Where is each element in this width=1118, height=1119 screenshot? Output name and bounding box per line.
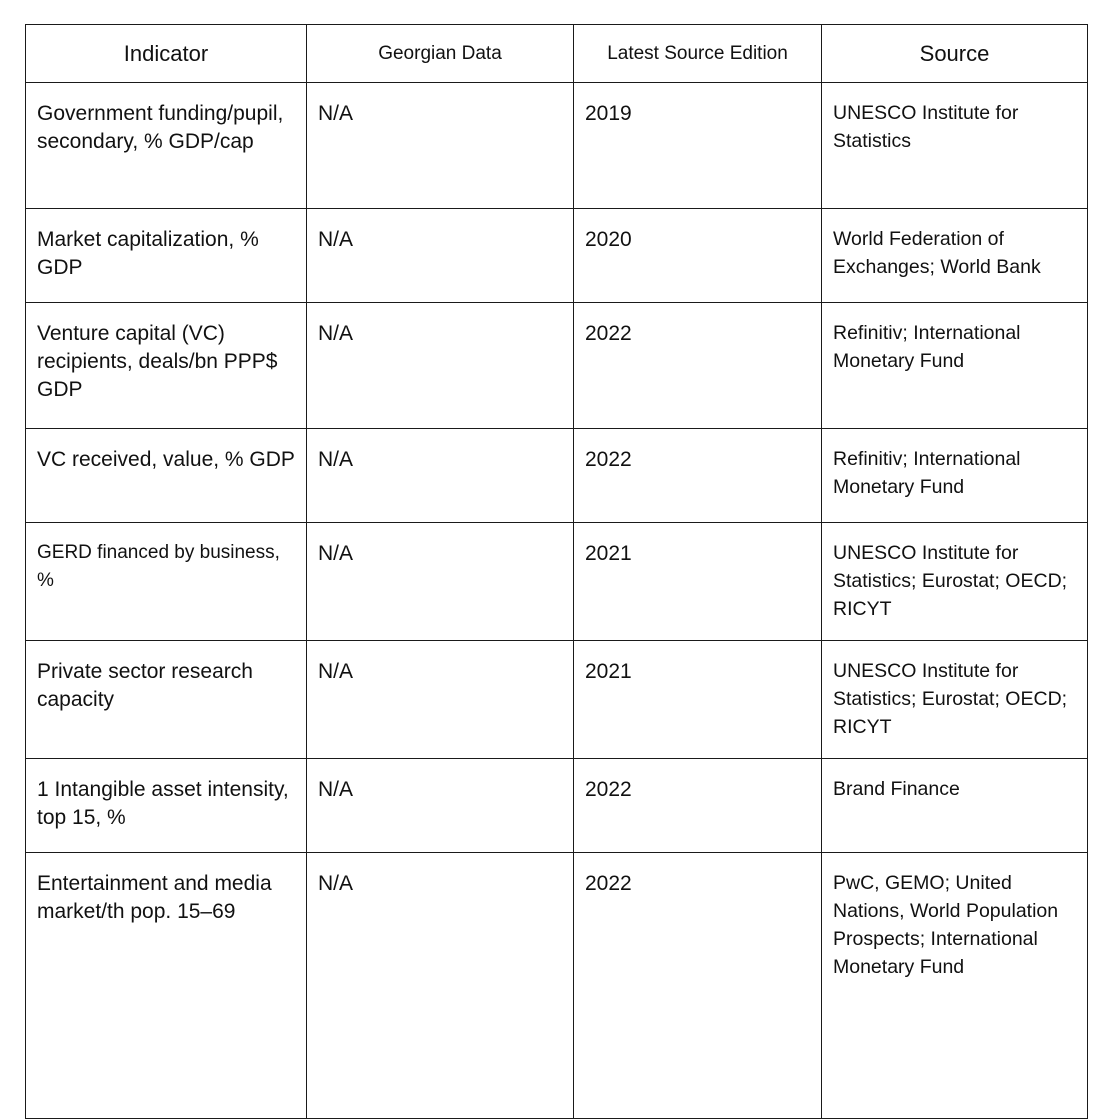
table-row [26,853,1088,1119]
indicator-cell: Market capitalization, % GDP [26,209,307,303]
edition-cell: 2021 [574,523,822,641]
edition-cell: 2022 [574,303,822,429]
header-source: Source [822,25,1088,83]
source-cell: UNESCO Institute for Statistics; Eurostat; OECD; RICYT [822,523,1088,641]
indicator-cell: 1 Intangible asset intensity, top 15, % [26,759,307,853]
georgian-data-cell: N/A [307,523,574,641]
georgian-data-cell: N/A [307,641,574,759]
georgian-data-cell: N/A [307,303,574,429]
source-cell: World Federation of Exchanges; World Bank [822,209,1088,303]
source-cell: PwC, GEMO; United Nations, World Population Prospects; International Monetary Fund [822,853,1088,1119]
table-header [26,25,1088,83]
indicator-cell: Venture capital (VC) recipients, deals/bn PPP$ GDP [26,303,307,429]
table-row [26,303,1088,429]
edition-cell: 2021 [574,641,822,759]
table-row [26,209,1088,303]
table-body [26,83,1088,1119]
indicator-cell: GERD financed by business, % [26,523,307,641]
indicator-cell: Private sector research capacity [26,641,307,759]
table-row [26,641,1088,759]
edition-cell: 2022 [574,853,822,1119]
table-row [26,429,1088,523]
indicator-cell: Government funding/pupil, secondary, % GDP/cap [26,83,307,209]
table-row [26,759,1088,853]
edition-cell: 2022 [574,759,822,853]
table-row [26,523,1088,641]
source-cell: UNESCO Institute for Statistics [822,83,1088,209]
indicator-cell: VC received, value, % GDP [26,429,307,523]
georgian-data-cell: N/A [307,209,574,303]
indicator-cell: Entertainment and media market/th pop. 15–69 [26,853,307,1119]
georgian-data-cell: N/A [307,759,574,853]
header-latest-source-edition: Latest Source Edition [574,25,822,83]
header-row [26,25,1088,83]
source-cell: Brand Finance [822,759,1088,853]
georgian-data-cell: N/A [307,429,574,523]
edition-cell: 2020 [574,209,822,303]
header-indicator: Indicator [26,25,307,83]
edition-cell: 2019 [574,83,822,209]
header-georgian-data: Georgian Data [307,25,574,83]
indicators-table [25,24,1088,1119]
table-row [26,83,1088,209]
source-cell: Refinitiv; International Monetary Fund [822,429,1088,523]
georgian-data-cell: N/A [307,853,574,1119]
edition-cell: 2022 [574,429,822,523]
source-cell: Refinitiv; International Monetary Fund [822,303,1088,429]
georgian-data-cell: N/A [307,83,574,209]
source-cell: UNESCO Institute for Statistics; Eurostat; OECD; RICYT [822,641,1088,759]
